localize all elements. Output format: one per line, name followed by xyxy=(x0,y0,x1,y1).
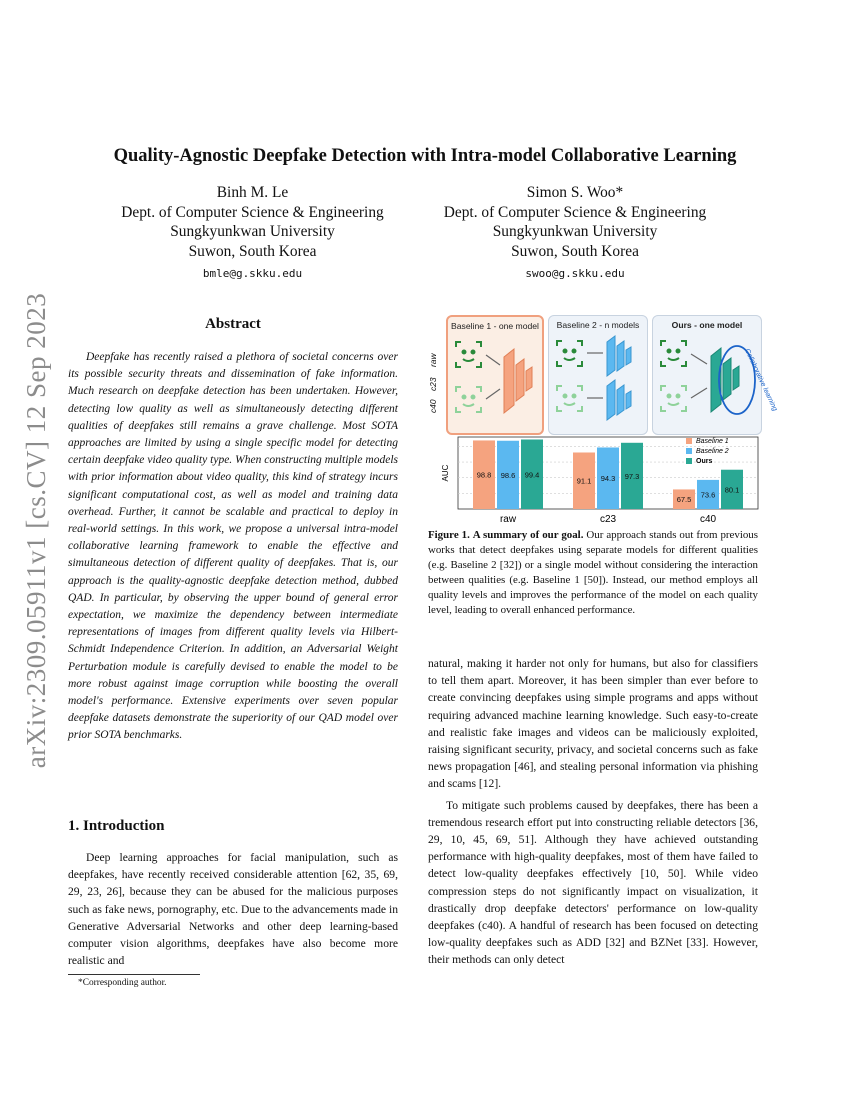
author-block-1 xyxy=(100,183,405,284)
author-name: Simon S. Woo* xyxy=(526,184,624,201)
footnote-rule xyxy=(68,974,200,975)
intro-heading: 1. Introduction xyxy=(68,818,165,834)
panel-ours xyxy=(652,315,779,435)
author-location: Suwon, South Korea xyxy=(511,242,639,260)
ours-diagram xyxy=(653,316,779,436)
baseline-1-diagram xyxy=(448,317,546,437)
legend-entry: Ours xyxy=(696,458,713,465)
legend-swatch xyxy=(686,438,692,444)
model-block xyxy=(607,336,631,420)
legend-entry: Baseline 1 xyxy=(696,438,729,445)
author-dept: Dept. of Computer Science & Engineering xyxy=(443,203,707,221)
author-dept: Dept. of Computer Science & Engineering xyxy=(121,203,384,221)
author-block-2 xyxy=(425,183,725,284)
face-icon xyxy=(456,342,481,367)
y-axis-label: AUC xyxy=(441,464,450,482)
author-name: Binh M. Le xyxy=(216,184,289,201)
auc-bar-chart xyxy=(442,435,762,527)
author-university: Sungkyunkwan University xyxy=(492,223,658,240)
arrow xyxy=(691,388,707,398)
author-email[interactable]: swoo@g.skku.edu xyxy=(525,267,625,280)
panel-title: Baseline 1 - one model xyxy=(451,321,539,331)
auc-bar-chart-svg xyxy=(442,435,762,527)
abstract-heading: Abstract xyxy=(205,316,261,332)
data-label: 99.4 xyxy=(524,470,540,480)
legend-entry: Baseline 2 xyxy=(696,448,729,455)
right-column xyxy=(428,655,758,969)
legend-swatch xyxy=(686,458,692,464)
quality-label-c23: c23 xyxy=(428,377,438,391)
paragraph: natural, making it harder not only for humans, but also for classifiers to tell them apart. Moreover, it has been simpler than ever before to create convincing deepfakes using simple programs and apps without requiring advanced machine learning knowledge. Such easy-to-create and realistic fake images and videos can be maliciously exploited, raising significant security, privacy, and societal concerns such as fake news propagation [46], and stealing personal information via phishing and scams [12]. xyxy=(428,657,758,791)
panel-baseline-1 xyxy=(446,315,544,435)
panel-title: Baseline 2 - n models xyxy=(556,320,640,330)
data-label: 91.1 xyxy=(576,476,592,486)
data-label: 98.8 xyxy=(476,470,492,480)
data-label: 67.5 xyxy=(676,495,692,505)
intro-text: Deep learning approaches for facial manipulation, such as deepfakes, have recently received considerable attention [62, 35, 69, 29, 23, 26], because they can be abused for the malicious purposes such as fake news, pornography, etc. Due to the advancements made in Generative Adversarial Networks and other deep learning-based computer vision algorithms, deepfakes have also become more realistic and xyxy=(68,851,398,968)
panel-title: Ours - one model xyxy=(671,320,743,330)
author-university: Sungkyunkwan University xyxy=(170,223,335,240)
data-label: 98.6 xyxy=(500,470,516,480)
author-email[interactable]: bmle@g.skku.edu xyxy=(202,267,303,280)
x-tick-label: c40 xyxy=(699,514,717,525)
data-label: 73.6 xyxy=(700,490,716,500)
author-location: Suwon, South Korea xyxy=(188,242,317,260)
face-icon xyxy=(557,386,582,411)
data-label: 97.3 xyxy=(624,471,640,481)
legend-swatch xyxy=(686,448,692,454)
arrow xyxy=(691,354,707,364)
arxiv-stamp: arXiv:2309.05911v1 [cs.CV] 12 Sep 2023 xyxy=(21,292,52,768)
x-tick-label: raw xyxy=(499,514,517,525)
face-icon xyxy=(661,341,686,366)
model-block xyxy=(711,348,739,412)
figure-1 xyxy=(428,315,779,525)
panel-baseline-2 xyxy=(548,315,648,435)
data-label: 94.3 xyxy=(600,474,616,484)
quality-label-raw: raw xyxy=(428,353,438,367)
arrow xyxy=(486,355,500,365)
caption-label: Figure 1. xyxy=(428,529,470,541)
paragraph: To mitigate such problems caused by deepfakes, there has been a tremendous research effort put into constructing reliable detectors [36, 29, 10, 45, 69, 51]. Although they have achieved outstanding performance with high-quality deepfakes, most of them have failed to detect low-quality deepfakes effectively [10, 50]. While video compression steps do not significantly impact on visualization, it drastically drop deepfake detectors' performance on low-quality deepfakes (c40). A handful of research has been focused on detecting low-quality deepfakes such as ADD [32] and BZNet [33]. However, their methods can only detect xyxy=(428,798,758,967)
model-block xyxy=(504,349,532,413)
figure-caption xyxy=(428,528,758,619)
data-label: 80.1 xyxy=(724,485,740,495)
abstract-text: Deepfake has recently raised a plethora of societal concerns over its possible security threats and dissemination of fake information. Much research on deepfake detection has been undertaken. However, detecting low quality as well as simultaneously detecting different qualities of deepfakes still remains a grave challenge. Most SOTA approaches are limited by using a single specific model for detecting certain deepfake video quality type. When constructing multiple models with prior information about video quality, this kind of strategy incurs significant computational cost, as well as model and training data overhead. Further, it cannot be scalable and practical to deploy in real-world settings. In this work, we propose a universal intra-model collaborative learning framework to enable the effective and simultaneous detection of different quality of deepfakes. That is, our approach is the quality-agnostic deepfake detection method, dubbed QAD. In particular, by observing the upper bound of general error expectation, we maximize the dependency between intermediate representations of images from different quality levels via Hilbert-Schmidt Independence Criterion. In addition, an Adversarial Weight Perturbation module is carefully devised to enable the model to be more robust against image corruption while boosting the overall model's performance. Extensive experiments over seven popular deepfake datasets demonstrate the superiority of our QAD model over prior SOTA benchmarks. xyxy=(68,351,398,742)
paper-title: Quality-Agnostic Deepfake Detection with Intra-model Collaborative Learning xyxy=(113,146,737,166)
footnote: *Corresponding author. xyxy=(78,978,167,988)
quality-label-c40: c40 xyxy=(428,399,438,413)
face-icon xyxy=(456,387,481,412)
x-tick-label: c23 xyxy=(599,514,617,525)
baseline-2-diagram xyxy=(549,316,649,436)
arrow xyxy=(486,389,500,399)
face-icon xyxy=(661,386,686,411)
face-icon xyxy=(557,341,582,366)
collab-label: Collaborative learning xyxy=(743,347,779,413)
caption-text: Our approach stands out from previous works that detect deepfakes using separate models for different qualities (e.g. Baseline 2 [32]) or a single model without considering the interaction between qualities (e.g. Baseline 1 [50]). Instead, our method employs all quality levels and improves the performance of the model on each quality level, leading to overall enhanced performance. xyxy=(428,529,758,617)
caption-bold: A summary of our goal. xyxy=(472,529,584,541)
